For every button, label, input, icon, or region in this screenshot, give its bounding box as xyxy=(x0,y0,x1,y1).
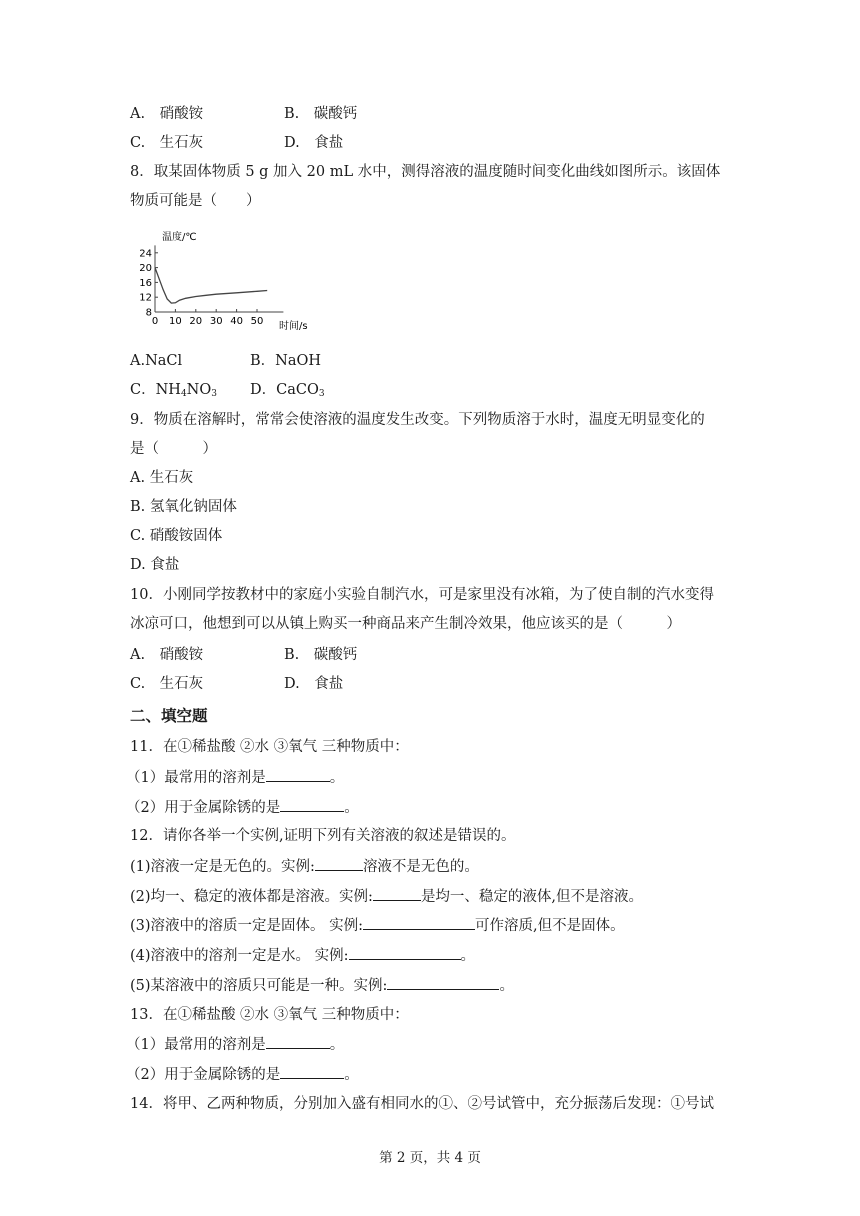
q7-option-b: B. 碳酸钙 xyxy=(284,106,358,122)
q9-option-d: D. 食盐 xyxy=(130,557,180,573)
q10-option-c: C. 生石灰 xyxy=(130,676,204,692)
x-tick-label: 50 xyxy=(250,316,264,327)
q11-stem: 11．在①稀盐酸 ②水 ③氧气 三种物质中： xyxy=(130,739,409,755)
q8-option-d: D．CaCO$_3$ xyxy=(250,382,325,399)
q12-statement-3: (3)溶液中的溶质一定是固体。 实例: 可作溶质,但不是固体。 xyxy=(130,915,625,936)
q8-option-c: C．$NH_4NO_3$ xyxy=(130,382,217,399)
q8-stem-line1: 8．取某固体物质 5 g 加入 20 mL 水中，测得溶液的温度随时间变化曲线如图所示。该固体 xyxy=(130,164,721,180)
q10-option-a: A. 硝酸铵 xyxy=(130,647,204,663)
q8-stem-line2: 物质可能是（ ） xyxy=(130,193,261,209)
answer-blank xyxy=(280,1064,344,1079)
y-tick-label: 24 xyxy=(139,248,152,260)
q7-option-d: D. 食盐 xyxy=(284,135,344,151)
x-tick-label: 0 xyxy=(151,316,159,327)
answer-blank xyxy=(349,945,461,960)
q8-option-b: B．NaOH xyxy=(250,353,322,369)
q10-stem-line2: 冰凉可口，他想到可以从镇上购买一种商品来产生制冷效果，他应该买的是（ ） xyxy=(130,616,681,632)
q9-option-c: C. 硝酸铵固体 xyxy=(130,528,223,544)
q12-stem: 12．请你各举一个实例,证明下列有关溶液的叙述是错误的。 xyxy=(130,828,516,844)
q9-option-b: B. 氢氧化钠固体 xyxy=(130,499,237,515)
q12-statement-1: (1)溶液一定是无色的。实例: 溶液不是无色的。 xyxy=(130,856,479,877)
y-tick-label: 8 xyxy=(145,307,152,319)
q12-statement-4: (4)溶液中的溶剂一定是水。 实例: 。 xyxy=(130,945,475,966)
q11-part2: （2）用于金属除锈的是 。 xyxy=(126,797,359,818)
x-tick-label: 30 xyxy=(209,316,223,327)
section-title: 二、填空题 xyxy=(130,707,208,725)
q9-stem-line2: 是（ ） xyxy=(130,441,217,457)
x-tick-label: 10 xyxy=(169,316,182,327)
answer-blank xyxy=(373,886,421,901)
q9-option-a: A. 生石灰 xyxy=(130,470,194,486)
page-footer: 第 2 页，共 4 页 xyxy=(379,1150,481,1166)
q10-option-b: B. 碳酸钙 xyxy=(284,647,358,663)
q14-stem: 14．将甲、乙两种物质，分别加入盛有相同水的①、②号试管中，充分振荡后发现：①号试 xyxy=(130,1096,714,1112)
chart-axes xyxy=(155,245,283,312)
answer-blank xyxy=(363,915,475,930)
x-tick-label: 20 xyxy=(189,316,203,327)
q13-part2: （2）用于金属除锈的是 。 xyxy=(126,1064,359,1085)
q13-part1: （1）最常用的溶剂是 。 xyxy=(126,1034,344,1055)
chart-xlabel: 时间/s xyxy=(279,321,308,332)
q12-statement-5: (5)某溶液中的溶质只可能是一种。实例: 。 xyxy=(130,975,514,996)
q10-stem-line1: 10．小刚同学按教材中的家庭小实验自制汽水，可是家里没有冰箱，为了使自制的汽水变得 xyxy=(130,587,714,603)
q13-stem: 13．在①稀盐酸 ②水 ③氧气 三种物质中： xyxy=(130,1007,409,1023)
answer-blank xyxy=(387,975,499,990)
q8-option-a: A.NaCl xyxy=(130,353,183,369)
q10-option-d: D. 食盐 xyxy=(284,676,344,692)
y-tick-label: 20 xyxy=(139,263,152,275)
answer-blank xyxy=(280,797,344,812)
x-tick-label: 40 xyxy=(230,316,243,327)
answer-blank xyxy=(266,767,330,782)
answer-blank xyxy=(315,856,363,871)
y-tick-label: 12 xyxy=(139,292,152,304)
q11-part1: （1）最常用的溶剂是 。 xyxy=(126,767,344,788)
answer-blank xyxy=(266,1034,330,1049)
chart-ticks xyxy=(139,248,263,327)
temperature-curve xyxy=(155,268,267,304)
chart-ylabel: 温度/℃ xyxy=(162,232,197,243)
q7-option-a: A. 硝酸铵 xyxy=(130,106,204,122)
q7-option-c: C. 生石灰 xyxy=(130,135,204,151)
q12-statement-2: (2)均一、稳定的液体都是溶液。实例: 是均一、稳定的液体,但不是溶液。 xyxy=(130,886,643,907)
temperature-chart xyxy=(130,224,340,336)
y-tick-label: 16 xyxy=(139,277,152,289)
q9-stem-line1: 9．物质在溶解时，常常会使溶液的温度发生改变。下列物质溶于水时，温度无明显变化的 xyxy=(130,412,705,428)
